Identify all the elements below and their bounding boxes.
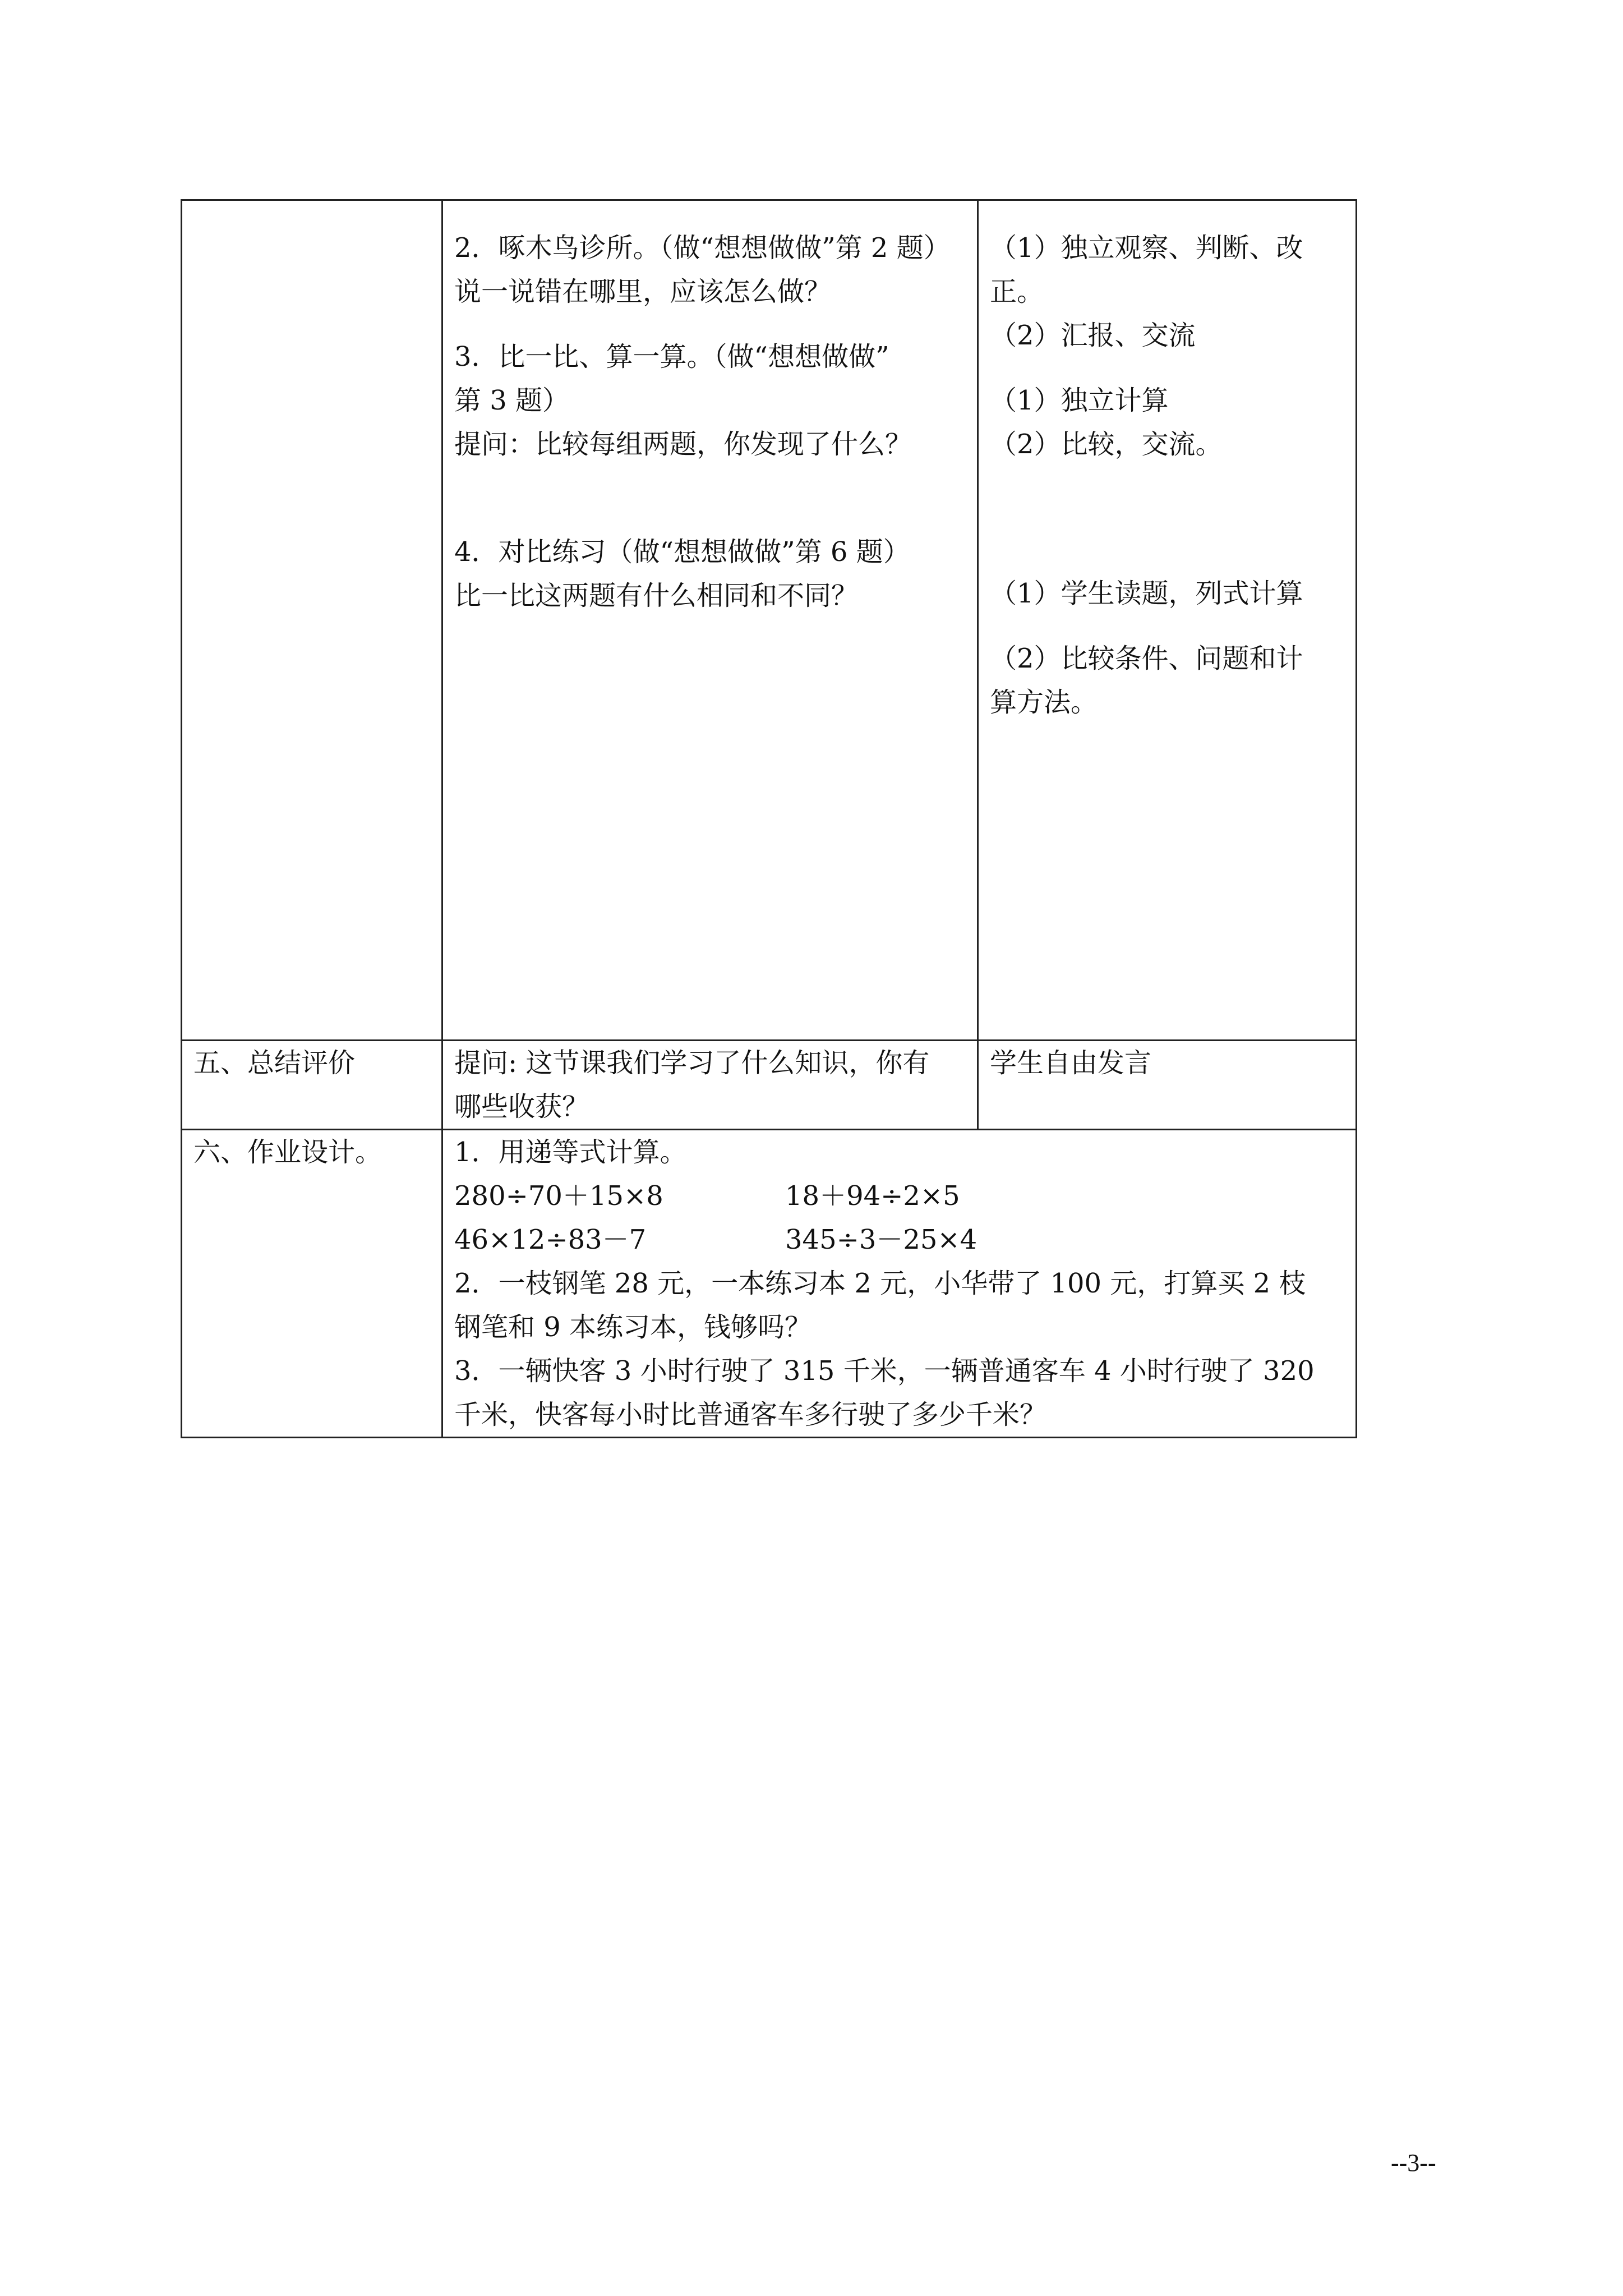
exercise-4-prompt: 比一比这两题有什么相同和不同？ <box>454 580 859 611</box>
student-step-6-cont: 算方法。 <box>990 687 1098 718</box>
exercise-3-title: 3．比一比、算一算。（做“想想做做” <box>454 341 889 372</box>
summary-row <box>182 1041 1357 1130</box>
homework-item-3-cont: 千米，快客每小时比普通客车多行驶了多少千米？ <box>454 1399 1047 1430</box>
summary-question: 提问: 这节课我们学习了什么知识，你有 <box>454 1047 930 1079</box>
student-step-3: （1）独立计算 <box>990 385 1169 416</box>
student-step-1-cont: 正。 <box>990 276 1044 307</box>
exercise-3-title-cont: 第 3 题） <box>454 385 570 416</box>
stage-cell-summary <box>182 1041 442 1130</box>
homework-item-2: 2．一枝钢笔 28 元，一本练习本 2 元，小华带了 100 元，打算买 2 枝 <box>454 1268 1306 1299</box>
expression: 280÷70＋15×8 <box>454 1180 663 1212</box>
exercise-2-prompt: 说一说错在哪里，应该怎么做？ <box>454 276 832 307</box>
teacher-activity-cell <box>442 200 978 1041</box>
student-step-5: （1）学生读题，列式计算 <box>990 578 1303 609</box>
homework-row <box>182 1130 1357 1438</box>
homework-item-3: 3．一辆快客 3 小时行驶了 315 千米，一辆普通客车 4 小时行驶了 320 <box>454 1355 1315 1387</box>
student-activity-cell <box>978 200 1357 1041</box>
homework-item-2-cont: 钢笔和 9 本练习本，钱够吗？ <box>454 1312 812 1343</box>
student-step-1: （1）独立观察、判断、改 <box>990 232 1303 264</box>
lesson-plan-table <box>181 199 1357 1438</box>
exercise-2-title: 2．啄木鸟诊所。（做“想想做做”第 2 题） <box>454 232 951 264</box>
expression: 46×12÷83－7 <box>454 1224 647 1255</box>
page-number: --3-- <box>1391 2149 1436 2177</box>
student-step-4: （2）比较，交流。 <box>990 429 1223 460</box>
expression-row-2 <box>454 1218 1344 1262</box>
summary-teacher-cell <box>442 1041 978 1130</box>
exercise-3-question: 提问：比较每组两题，你发现了什么？ <box>454 429 912 460</box>
exercise-4-title: 4．对比练习（做“想想做做”第 6 题） <box>454 536 910 568</box>
student-step-6: （2）比较条件、问题和计 <box>990 643 1303 674</box>
summary-student-text: 学生自由发言 <box>990 1047 1152 1079</box>
practice-row <box>182 200 1357 1041</box>
expression: 18＋94÷2×5 <box>785 1180 960 1212</box>
summary-student-cell <box>978 1041 1357 1130</box>
student-step-2: （2）汇报、交流 <box>990 320 1196 351</box>
homework-item-1-title: 1．用递等式计算。 <box>454 1137 687 1168</box>
stage-label-homework: 六、作业设计。 <box>193 1137 382 1168</box>
stage-cell-homework <box>182 1130 442 1438</box>
expression: 345÷3－25×4 <box>785 1224 978 1255</box>
stage-cell-empty <box>182 200 442 1041</box>
summary-question-cont: 哪些收获？ <box>454 1091 589 1122</box>
homework-content-cell <box>442 1130 1357 1438</box>
stage-label-summary: 五、总结评价 <box>193 1047 356 1079</box>
expression-row-1 <box>454 1174 1344 1218</box>
